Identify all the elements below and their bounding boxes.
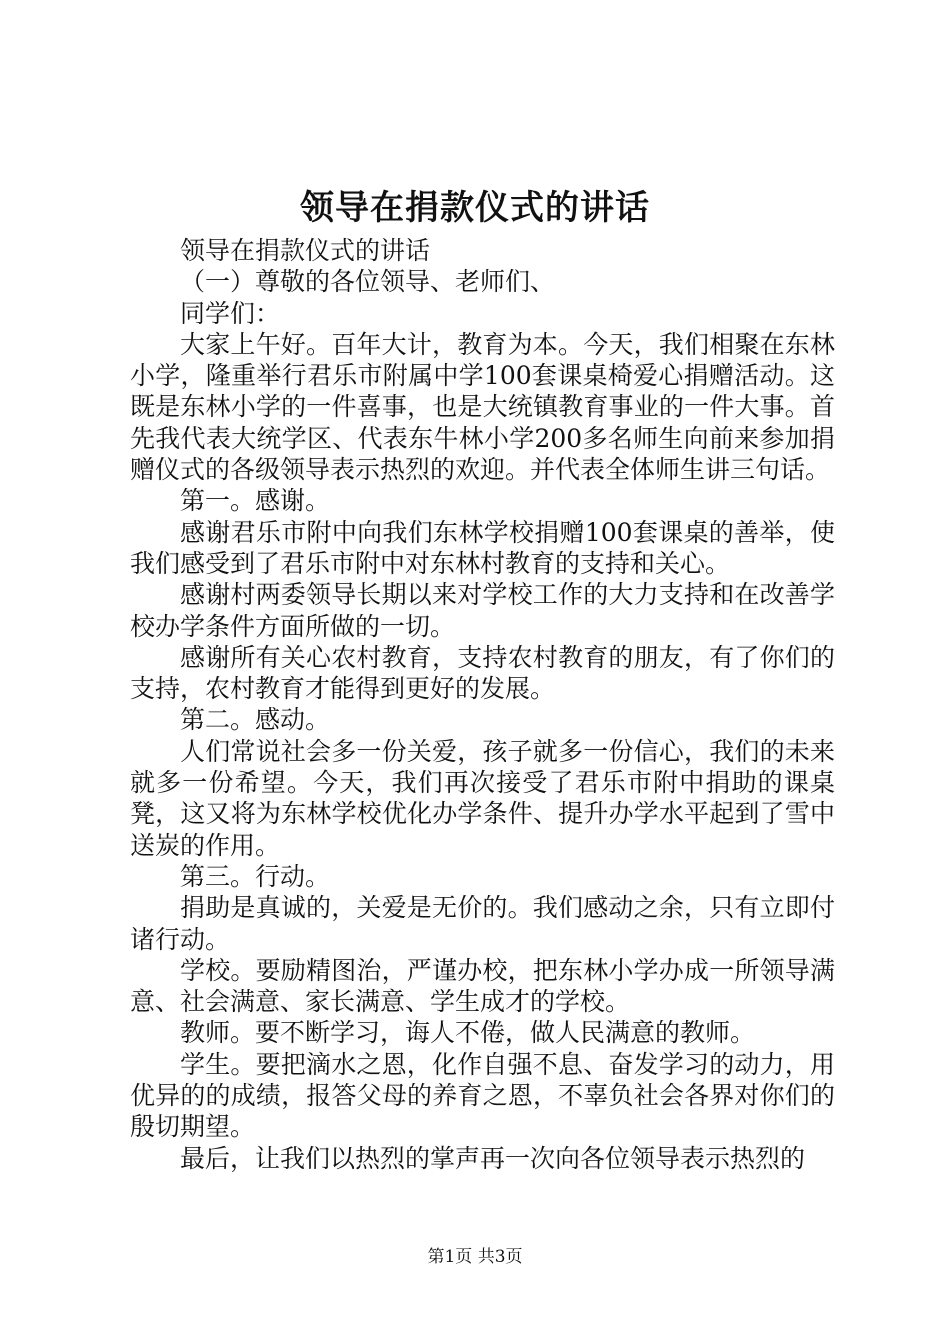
paragraph: 大家上午好。百年大计，教育为本。今天，我们相聚在东林小学，隆重举行君乐市附属中学100套课桌椅爱心捐赠活动。这既是东林小学的一件喜事，也是大统镇教育事业的一件大事。首先我代表大统学区、代表东牛林小学200多名师生向前来参加捐赠仪式的各级领导表示热烈的欢迎。并代表全体师生讲三句话。: [130, 329, 835, 485]
page-footer: 第1页 共3页: [427, 1247, 523, 1267]
paragraph: 捐助是真诚的，关爱是无价的。我们感动之余，只有立即付诸行动。: [130, 893, 835, 954]
paragraph: 人们常说社会多一份关爱，孩子就多一份信心，我们的未来就多一份希望。今天，我们再次接受了君乐市附中捐助的课桌凳，这又将为东林学校优化办学条件、提升办学水平起到了雪中送炭的作用。: [130, 736, 835, 860]
paragraph: （一）尊敬的各位领导、老师们、: [180, 267, 556, 297]
paragraph: 第二。感动。: [180, 705, 331, 735]
paragraph: 领导在捐款仪式的讲话: [180, 236, 431, 265]
paragraph: 教师。要不断学习，诲人不倦，做人民满意的教师。: [180, 1018, 756, 1048]
document-title: 领导在捐款仪式的讲话: [300, 188, 650, 228]
paragraph: 感谢村两委领导长期以来对学校工作的大力支持和在改善学校办学条件方面所做的一切。: [130, 580, 835, 641]
paragraph: 第三。行动。: [180, 861, 331, 891]
paragraph: 感谢所有关心农村教育，支持农村教育的朋友，有了你们的支持，农村教育才能得到更好的发展。: [130, 642, 835, 704]
paragraph: 学校。要励精图治，严谨办校，把东林小学办成一所领导满意、社会满意、家长满意、学生成才的学校。: [130, 955, 835, 1017]
paragraph: 第一。感谢。: [180, 486, 331, 516]
paragraph: 最后，让我们以热烈的掌声再一次向各位领导表示热烈的: [180, 1143, 806, 1173]
document-body: [130, 235, 835, 1174]
paragraph: 同学们：: [180, 298, 281, 328]
paragraph: 学生。要把滴水之恩，化作自强不息、奋发学习的动力，用优异的的成绩，报答父母的养育之恩，不辜负社会各界对你们的殷切期望。: [130, 1049, 835, 1142]
paragraph: 感谢君乐市附中向我们东林学校捐赠100套课桌的善举，使我们感受到了君乐市附中对东林村教育的支持和关心。: [130, 517, 835, 578]
